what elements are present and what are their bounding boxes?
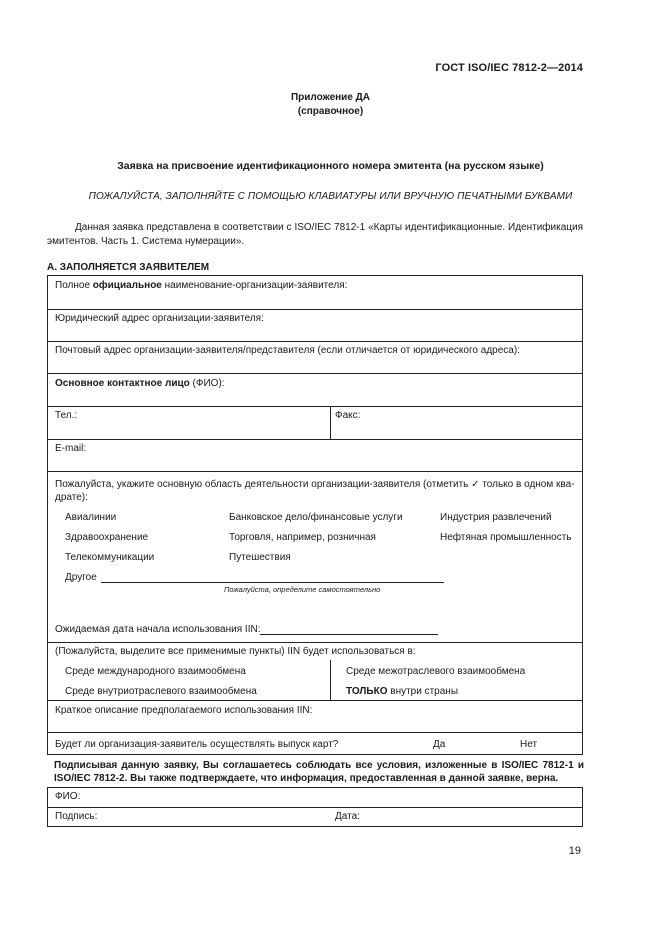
- area-other-note: Пожалуйста, определите самостоятельно: [224, 585, 381, 594]
- activity-area-question: Пожалуйста, укажите основную область деятельности организации-заявителя (отметить ✓ только в одном ква-: [55, 479, 575, 490]
- row-divider: [48, 341, 582, 342]
- area-option[interactable]: Индустрия развлечений: [440, 512, 552, 523]
- area-option[interactable]: Нефтяная промышленность: [440, 532, 572, 543]
- legal-address-field[interactable]: Юридический адрес организации-заявителя:: [55, 313, 264, 324]
- area-option[interactable]: Телекоммуникации: [65, 552, 155, 563]
- card-issue-no[interactable]: Нет: [520, 739, 538, 750]
- annex-subtitle: (справочное): [297, 106, 364, 117]
- signature-block: [47, 787, 583, 827]
- row-divider: [48, 807, 582, 808]
- area-option[interactable]: Здравоохранение: [65, 532, 149, 543]
- card-issue-question: Будет ли организация-заявитель осуществлять выпуск карт?: [55, 739, 339, 750]
- row-divider: [48, 406, 582, 407]
- column-divider: [330, 660, 331, 700]
- usage-option[interactable]: Среде межотраслевого взаимообмена: [346, 666, 526, 677]
- card-issue-yes[interactable]: Да: [433, 739, 446, 750]
- usage-description-field[interactable]: Краткое описание предполагаемого использования IIN:: [55, 705, 313, 716]
- area-option[interactable]: Авиалинии: [65, 512, 117, 523]
- row-divider: [48, 471, 582, 472]
- area-option[interactable]: Банковское дело/финансовые услуги: [229, 512, 403, 523]
- postal-address-field[interactable]: Почтовый адрес организации-заявителя/представителя (если отличается от юридического адреса):: [55, 345, 520, 356]
- annex-heading: [0, 91, 661, 119]
- tel-field[interactable]: Тел.:: [55, 410, 78, 421]
- standard-designation: ГОСТ ISO/IEC 7812-2—2014: [435, 62, 583, 74]
- activity-area-question-cont: драте):: [55, 492, 88, 503]
- row-divider: [48, 732, 582, 733]
- page-number: 19: [568, 845, 581, 857]
- fax-field[interactable]: Факс:: [335, 410, 361, 421]
- row-divider: [48, 700, 582, 701]
- document-title: Заявка на присвоение идентификационного номера эмитента (на русском языке): [117, 160, 544, 172]
- usage-option[interactable]: Среде международного взаимообмена: [65, 666, 246, 677]
- application-form: [47, 275, 583, 755]
- annex-title: Приложение ДА: [290, 92, 371, 103]
- contact-person-field[interactable]: Основное контактное лицо (ФИО):: [55, 378, 225, 389]
- fill-instruction: ПОЖАЛУЙСТА, ЗАПОЛНЯЙТЕ С ПОМОЩЬЮ КЛАВИАТУРЫ ИЛИ ВРУЧНУЮ ПЕЧАТНЫМИ БУКВАМИ: [88, 191, 573, 202]
- row-divider: [48, 642, 582, 643]
- checkmark-icon: ✓: [471, 479, 480, 490]
- usage-option[interactable]: ТОЛЬКО внутри страны: [346, 686, 459, 697]
- area-other-input[interactable]: [101, 582, 444, 583]
- section-a-title: A. ЗАПОЛНЯЕТСЯ ЗАЯВИТЕЛЕМ: [47, 262, 210, 273]
- signature-field[interactable]: Подпись:: [55, 811, 98, 822]
- usage-question: (Пожалуйста, выделите все применимые пункты) IIN будет использоваться в:: [55, 646, 416, 657]
- date-field[interactable]: Дата:: [335, 811, 360, 822]
- full-name-field[interactable]: Полное официальное наименование-организации-заявителя:: [55, 280, 348, 291]
- area-option[interactable]: Торговля, например, розничная: [229, 532, 376, 543]
- declaration-text: Подписывая данную заявку, Вы соглашаетесь соблюдать все условия, изложенные в ISO/IEC 7812-1 и ISO/IEC 7812-2. Вы также подтверждаете, что информация, предоставленная в данной заявке, верна.: [54, 760, 584, 784]
- email-field[interactable]: E-mail:: [55, 443, 87, 454]
- usage-option[interactable]: Среде внутриотраслевого взаимообмена: [65, 686, 257, 697]
- column-divider: [330, 406, 331, 439]
- signer-name-field[interactable]: ФИО:: [55, 791, 81, 802]
- row-divider: [48, 309, 582, 310]
- area-option[interactable]: Путешествия: [229, 552, 291, 563]
- area-other-label: Другое: [65, 572, 97, 583]
- row-divider: [48, 439, 582, 440]
- row-divider: [48, 373, 582, 374]
- intro-paragraph: Данная заявка представлена в соответствии с ISO/IEC 7812-1 «Карты идентификационные. Идентификация эмитентов. Часть 1. Система нумерации».: [47, 222, 583, 247]
- start-date-input[interactable]: [260, 634, 438, 635]
- start-date-label: Ожидаемая дата начала использования IIN:: [55, 624, 261, 635]
